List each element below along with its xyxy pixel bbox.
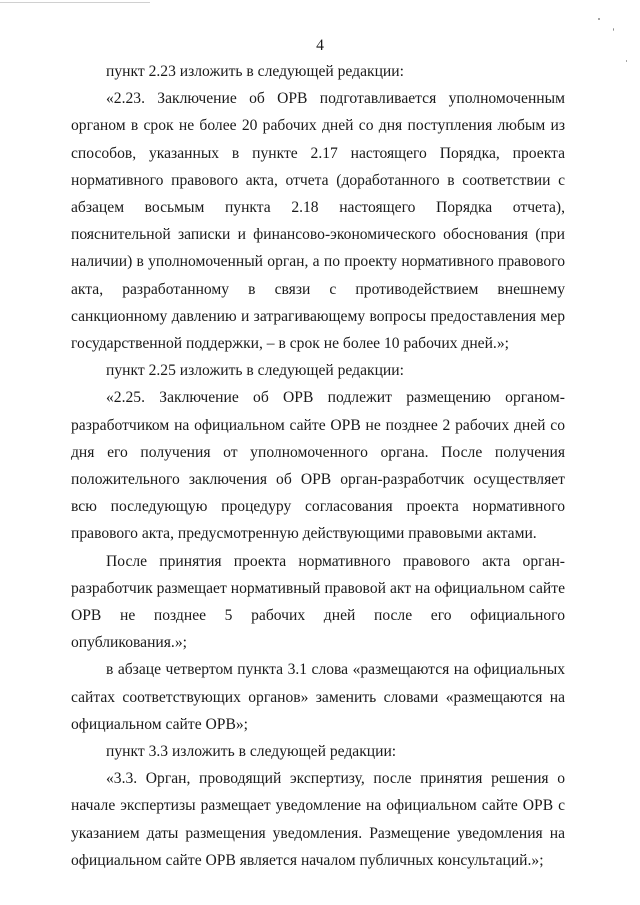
scan-speck: [598, 18, 600, 20]
document-body: [71, 58, 565, 874]
scan-line-top-left: [0, 2, 150, 3]
clause-2-23-text: «2.23. Заключение об ОРВ подготавливается уполномоченным органом в срок не более 20 рабочих дней со дня поступления любым из способов, указанных в пункте 2.17 настоящего Порядка, проекта нормативного правового акта, отчета (доработанного в соответствии с абзацем восьмым пункта 2.18 настоящего Порядка отчета), пояснительной записки и финансово-экономического обоснования (при наличии) в уполномоченный орган, а по проекту нормативного правового акта, разработанному в связи с противодействием внешнему санкционному давлению и затрагивающему вопросы предоставления мер государственной поддержки, – в срок не более 10 рабочих дней.»;: [71, 90, 565, 353]
instruction-paragraph-2-23: пункт 2.23 изложить в следующей редакции:: [106, 63, 404, 80]
instruction-paragraph-3-3: пункт 3.3 изложить в следующей редакции:: [106, 743, 397, 761]
clause-2-25-continuation: После принятия проекта нормативного правового акта орган-разработчик размещает нормативный правовой акт на официальном сайте ОРВ не позднее 5 рабочих дней после его официального опубликования.»;: [71, 552, 565, 652]
instruction-paragraph-3-1: в абзаце четвертом пункта 3.1 слова «размещаются на официальных сайтах соответствующих органов» заменить словами «размещаются на официальном сайте ОРВ»;: [71, 661, 565, 733]
clause-3-3-text: «3.3. Орган, проводящий экспертизу, после принятия решения о начале экспертизы размещает уведомление на официальном сайте ОРВ с указанием даты размещения уведомления. Размещение уведомления на официальном сайте ОРВ является началом публичных консультаций.»;: [71, 770, 565, 869]
page-number: 4: [316, 37, 324, 54]
scan-speck: [626, 60, 627, 62]
scan-speck: [613, 28, 614, 31]
clause-2-25-text: «2.25. Заключение об ОРВ подлежит размещению органом-разработчиком на официальном сайте ОРВ не позднее 2 рабочих дней со дня его получения от уполномоченного органа. После получения положительного заключения об ОРВ орган-разработчик осуществляет всю последующую процедуру согласования проекта нормативного правового акта, предусмотренную действующими правовыми актами.: [71, 389, 565, 543]
instruction-paragraph-2-25: пункт 2.25 изложить в следующей редакции:: [106, 362, 404, 380]
